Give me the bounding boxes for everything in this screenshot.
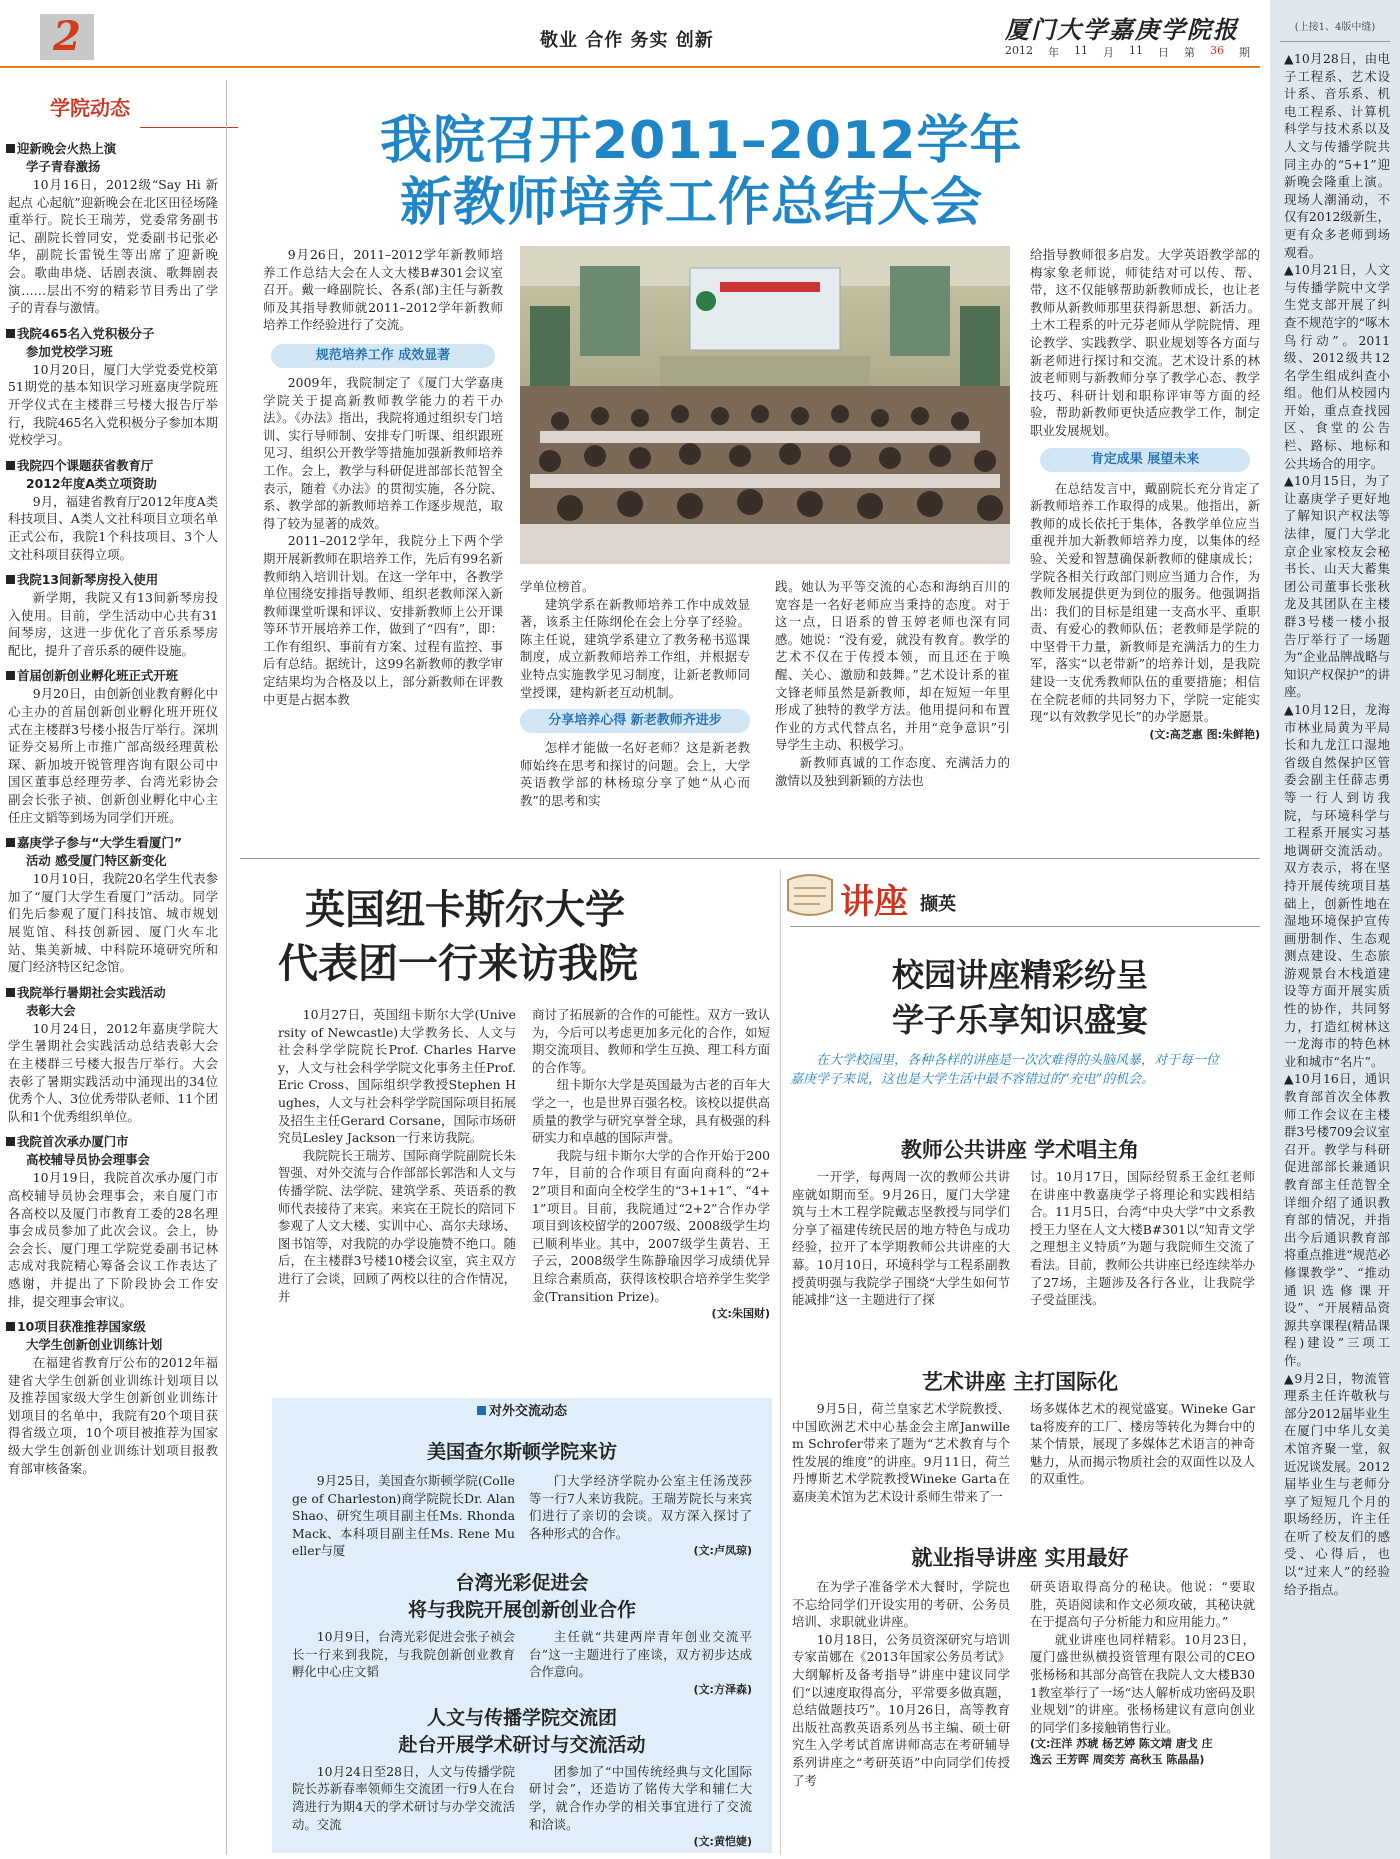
brief-title: 我院举行暑期社会实践活动 [0,984,222,1002]
right-brief-item: ▲10月16日，通识教育部首次全体教师工作会议在主楼群3号楼709会议室召开。教学与科研促进部部长兼通识教育部主任范智全详细介绍了通识教育部的情况，并指出今后通识教育部将重点推进“规范必修课教学”、“推动通识选修课开设”、“开展精品资源共享课程(精品课程)建设”三项工作。 [1284,1071,1390,1368]
right-brief-item: ▲9月2日，物流管理系主任许敬秋与部分2012届毕业生在厦门中华儿女美术馆齐聚一堂，叙近况谈发展。2012届毕业生与老师分享了短短几个月的职场经历，许主任在听了校友们的感受、心得后，也以“过来人”的经验给予指点。 [1284,1370,1390,1597]
brief-subtitle: 活动 感受厦门特区新变化 [26,853,167,869]
date-month-unit: 月 [1103,46,1114,59]
lecture-sub1-title: 教师公共讲座 学术唱主角 [900,1138,1140,1162]
brief-subtitle: 2012年度A类立项资助 [26,475,157,491]
main-article-bottom-rule [240,858,1260,859]
uk-article-col2 [532,1006,770,1321]
main-intro: 9月26日，2011–2012学年新教师培养工作总结大会在人文大楼B#301会议室召开。戴一峰副院长、各系(部)主任与新教师及其指导教师就2011–2012学年新教师培养工作经验进行了交流。 [263,247,503,333]
lecture-credit-l1: (文:汪洋 苏琥 杨艺婷 陈文靖 唐戈 庄 [1030,1737,1213,1751]
paragraph: 建筑学系在新教师培养工作中成效显著，该系主任陈纲伦在会上分享了经验。陈主任说，建筑学系建立了教务秘书巡课制度，成立新教师培养工作组，并根据专业特点实施教学见习制度，让新老教师同堂授课，建构新老互动机制。 [520,596,750,700]
lecture-credit-l2: 逸云 王芳晖 周奕芳 高秋玉 陈晶晶) [1030,1753,1205,1767]
main-subhead-3: 肯定成果 展望未来 [1040,448,1250,472]
date-day-unit: 日 [1158,46,1169,59]
square-bullet-icon [6,838,15,847]
main-article-col2 [520,578,750,810]
brief-body: 10月20日，厦门大学党委党校第51期党的基本知识学习班嘉庚学院班开学仪式在主楼群三号楼大报告厅举行，我院465名入党积极分子参加本期党校学习。 [8,361,218,448]
lecture-sub2-title: 艺术讲座 主打国际化 [921,1370,1119,1394]
brief-body: 10月24日，2012年嘉庚学院大学生暑期社会实践活动总结表彰大会在主楼群三号楼大报告厅举行。大会表彰了暑期实践活动中涌现出的34位优秀个人、3位优秀带队老师、11个团队和1个优秀组织单位。 [8,1020,218,1124]
left-column-divider [226,80,227,1855]
lecture-sub2-col1: 9月5日，荷兰皇家艺术学院教授、中国欧洲艺术中心基金会主席Janwillem Schrofer带来了题为“艺术教育与个性发展的维度”的讲座。9月11日，荷兰丹博斯艺术学院教授Wineke Garta在嘉庚美术馆为艺术设计系师生带来了一 [792,1401,1010,1504]
header-slogan: 敬业 合作 务实 创新 [540,30,714,51]
exchange-article2-col1: 10月9日，台湾光彩促进会张子祯会长一行来到我院，与我院创新创业教育孵化中心庄文韬 [292,1628,515,1680]
exchange-article2-title-l2: 将与我院开展创新创业合作 [407,1598,636,1621]
issue-number: 36 [1210,44,1224,57]
exchange-article3-credit: (文:黄恺婕) [693,1835,752,1849]
brief-title: 我院首次承办厦门市 [0,1133,222,1151]
uk-credit: (文:朱国财) [711,1307,770,1321]
main-col1-body [263,374,503,708]
newspaper-name: 厦门大学嘉庚学院报 [1005,15,1239,44]
meeting-photo [520,246,1010,564]
lecture-sub2-col2: 场多媒体艺术的视觉盛宴。Wineke Garta将废弃的工厂、楼房等转化为舞台中的某个情景，展现了多媒体艺术语言的神奇魅力，从而揭示物质社会的双面性以及人的双重性。 [1030,1401,1255,1487]
paragraph: 新教师真诚的工作态度、充满活力的激情以及独到新颖的方法也 [775,754,1010,788]
right-briefs-column [1270,0,1400,1859]
exchange-article2-credit: (文:方泽森) [693,1682,752,1696]
paragraph: 10月18日，公务员资深研究与培训专家苗娜在《2013年国家公务员考试》大纲解析及备考指导”讲座中建议同学们“以速度取得高分，平常要多做真题，总结做题技巧”。10月26日，高等教育出版社高教英语系列丛书主编、硕士研究生入学考试首席讲师高志在考研辅导系列讲座之“考研英语”中向同学们传授了考 [792,1631,1010,1788]
exchange-news-box [272,1398,772,1853]
brief-subtitle: 高校辅导员协会理事会 [26,1152,150,1168]
continued-note: (上接1、4版中缝) [1294,22,1376,33]
paragraph: 就业讲座也同样精彩。10月23日，厦门盛世纵横投资管理有限公司的CEO张杨杨和其部分高管在我院人文大楼B301教室举行了一场“达人解析成功密码及职业规划”的讲座。张杨杨建议有意向创业的同学们多接触销售行业。 [1030,1631,1255,1735]
brief-body: 新学期，我院又有13间新琴房投入使用。目前，学生活动中心共有31间琴房，这进一步优化了音乐系琴房配比，提升了音乐系的硬件设施。 [8,590,218,658]
main-credit: (文:高芝惠 图:朱鲜艳) [1149,727,1260,741]
main-col2-body [520,578,750,701]
exchange-article2-title-l1: 台湾光彩促进会 [455,1571,589,1594]
main-article-col4 [1030,246,1260,742]
header-rule-left [0,66,110,68]
lecture-top-rule [790,926,1260,927]
exchange-article3-col2: 团参加了“中国传统经典与文化国际研讨会”，还造访了铭传大学和辅仁大学，就合作办学的相关事宜进行了交流和洽谈。 [529,1763,752,1832]
brief-item [0,325,222,449]
header-rule [110,66,1260,68]
main-headline-line2: 新教师培养工作总结大会 [400,173,984,233]
scroll-icon [780,870,840,926]
date-month: 11 [1074,44,1088,57]
paragraph: 在总结发言中，戴副院长充分肯定了新教师培养工作取得的成果。他指出，新教师的成长依托于集体，各教学单位应当重视并加大新教师培养力度，以集体的经验、关爱和智慧确保新教师的健康成长；学院各相关行政部门则应当通力合作，为教师发展提供更为到位的服务。他强调指出：我们的目标是组建一支高水平、重职责、有爱心的教师队伍；老教师是学院的中坚骨干力量，新教师是充满活力的生力军，落实“以老带新”的培养计划，是我院建设一支优秀教师队伍的重要措施；相信在全院老师的共同努力下，学院一定能实现“以有效教学见长”的办学愿景。 [1030,480,1260,725]
brief-item [0,1318,222,1477]
brief-subtitle: 学子青春激扬 [26,159,101,174]
brief-body: 10月16日，2012级“Say Hi 新起点 心起航”迎新晚会在北区田径场隆重举行。院长王瑞芳，党委常务副书记、副院长曾同安，党委副书记张必华，副院长雷锐生等出席了迎新晚会。歌曲串烧、话剧表演、歌舞剧表演……层出不穷的精彩节目秀出了学子的青春与激情。 [8,177,218,316]
main-subhead-1: 规范培养工作 成效显著 [271,344,495,368]
date-year-unit: 年 [1048,46,1059,59]
main-headline-line1: 我院召开2011–2012学年 [380,111,1023,171]
paragraph: 研英语取得高分的秘诀。他说：“要取胜，英语阅读和作文必须攻破，其秘诀就在于提高句子分析能力和应用能力。” [1030,1579,1255,1630]
lecture-sub1-col1: 一开学，每两周一次的教师公共讲座就如期而至。9月26日，厦门大学建筑与土木工程学院戴志坚教授与同学们分享了福建传统民居的地方特色与成功经验，拉开了本学期教师公共讲座的大幕。10月10日，环境科学与工程系副教授黄明强与我院学子围绕“大学生如何节能减排”这一主题进行了探 [792,1169,1010,1308]
section-tag-underline [140,127,238,128]
brief-title: 10项目获准推荐国家级 [0,1318,222,1336]
paragraph: 我院院长王瑞芳、国际商学院副院长朱智强、对外交流与合作部部长郭浩和人文与传播学院、法学院、建筑学系、英语系的教师代表接待了来宾。来宾在王院长的陪同下参观了人文大楼、实训中心、高尔夫球场、图书馆等，对我院的办学设施赞不绝口。随后，在主楼群3号楼10楼会议室，宾主双方进行了会谈，回顾了两校以往的合作情况，并 [278,1147,516,1304]
right-briefs-list [1270,50,1400,1598]
paragraph: 10月27日，英国纽卡斯尔大学(University of Newcastle)大学教务长、人文与社会科学学院院长Prof. Charles Harvey，人文与社会科学学院文化事务主任Prof.Eric Cross、国际组织学教授Stephen Hughes，人文与社会科学学院国际项目拓展及招生主任Gerard Corsane，国际市场研究员Lesley Jackson一行来访我院。 [278,1007,516,1146]
date-day: 11 [1129,44,1143,57]
main-article-col3 [775,578,1010,789]
brief-item [0,984,222,1126]
paragraph: 2011–2012学年，我院分上下两个学期开展新教师在职培养工作，先后有99名新教师纳入培训计划。在这一学年中，各教学单位围绕安排指导教师、组织老教师深入新教师课堂听课和评议、安排新教师上公开课等环节开展培养工作，做到了“四有”，即：工作有组织、事前有方案、过程有监控、事后有总结。据统计，这99名新教师的教学审定结果均为合格及以上，部分新教师在评教中更是占据本教 [263,533,503,707]
lecture-label-big: 讲座 [840,882,908,922]
lecture-title-line2: 学子乐享知识盛宴 [891,1001,1148,1039]
brief-title: 我院四个课题获省教育厅 [0,457,222,475]
square-bullet-icon [6,575,15,584]
main-article-col1 [263,246,503,708]
lecture-title-line1: 校园讲座精彩纷呈 [891,956,1148,994]
brief-item [0,834,222,976]
brief-title: 嘉庚学子参与“大学生看厦门” [0,834,222,852]
lecture-sub3-col1 [792,1578,1010,1789]
right-brief-item: ▲10月12日，龙海市林业局黄为平局长和九龙江口湿地省级自然保护区管委会副主任薛志勇等一行人到访我院，与环境科学与工程系开展实习基地调研交流活动。双方表示，将在坚持开展传统项目基础上，创新性地在湿地环境保护宣传画册制作、生态观测点建设、生态旅游观景台木栈道建设等方面开展实质性的协作，共同努力，打造红树林这一龙海市的特色林业和城市“名片”。 [1284,701,1390,1069]
paragraph: 2009年，我院制定了《厦门大学嘉庚学院关于提高新教师教学能力的若干办法》。《办法》指出，我院将通过组织专门培训、实行导师制、安排专门听课、组织跟班见习、组织公开教学等措施加强新教师培养工作。会上，教学与科研促进部部长范智全表示，随着《办法》的贯彻实施，各分院、系、教学部的新教师培养工作逐步规范，取得了较为显著的成效。 [263,374,503,531]
exchange-article1-title: 美国查尔斯顿学院来访 [426,1441,617,1463]
lecture-section-label [780,870,980,926]
square-bullet-icon [6,671,15,680]
exchange-article1-credit: (文:卢凤琼) [693,1544,752,1558]
brief-item [0,457,222,563]
uk-headline-line2: 代表团一行来访我院 [278,940,638,987]
square-bullet-icon [6,461,15,470]
meeting-photo-illustration [520,246,1010,564]
exchange-article3-col1: 10月24日至28日，人文与传播学院院长苏新春率领师生交流团一行9人在台湾进行为期4天的学术研讨与办学交流活动。交流 [292,1763,515,1832]
lecture-label-small: 撷英 [920,894,956,915]
right-brief-item: ▲10月28日，由电子工程系、艺术设计系、音乐系、机电工程系、计算机科学与技术系以及人文与传播学院共同主办的“5+1”迎新晚会隆重上演。现场人潮涌动，不仅有2012级新生，更有众多老师到场观看。 [1284,51,1390,260]
main-col4-body-2 [1030,480,1260,726]
lecture-intro: 在大学校园里，各种各样的讲座是一次次难得的头脑风暴，对于每一位嘉庚学子来说，这也是大学生活中最不容错过的“充电”的机会。 [790,1053,1220,1087]
brief-subtitle: 表彰大会 [26,1002,76,1018]
brief-item [0,140,222,317]
right-brief-item: ▲10月15日，为了让嘉庚学子更好地了解知识产权法等法律，厦门大学北京企业家校友会秘书长、山天大蓄集团公司董事长张秋龙及其团队在主楼群3号楼一楼小报告厅举行了一场题为“企业品牌战略与知识产权保护”的讲座。 [1284,473,1390,700]
square-bullet-icon [6,329,15,338]
lecture-sub3-col2 [1030,1578,1255,1768]
paragraph: 商讨了拓展新的合作的可能性。双方一致认为，今后可以考虑更加多元化的合作，如短期交流项目、教师和学生互换、理工科方面的合作等。 [532,1007,770,1075]
exchange-box-label: 对外交流动态 [272,1400,772,1419]
brief-title: 迎新晚会火热上演 [0,140,222,158]
issue-date [1005,44,1250,60]
exchange-article3-title-l2: 赴台开展学术研讨与交流活动 [398,1733,646,1756]
exchange-article1-col1: 9月25日，美国查尔斯顿学院(College of Charleston)商学院院长Dr. Alan Shao、研究生项目副主任Ms. Rhonda Mack、本科项目副主任Ms. Rene Mueller与厦 [292,1473,515,1559]
exchange-article2-col2: 主任就“共建两岸青年创业交流平台”这一主题进行了座谈，双方初步达成合作意向。 [529,1628,752,1680]
square-bullet-icon [6,1322,15,1331]
brief-title: 我院13间新琴房投入使用 [0,571,222,589]
brief-body: 9月20日，由创新创业教育孵化中心主办的首届创新创业孵化班开班仪式在主楼群3号楼小报告厅举行。深圳证券交易所上市推广部高级经理黄松琛、新加坡开锐管理咨询有限公司中国区董事总经理劳孝、台湾光彩协会副会长张子祯、创新创业孵化中心主任庄文韬等到场为同学们开班。 [8,686,218,825]
brief-item [0,571,222,659]
brief-item [0,1133,222,1310]
page-number: 2 [40,14,94,60]
main-col3-body [775,578,1010,789]
paragraph: 学单位榜首。 [520,579,595,594]
brief-body: 9月，福建省教育厅2012年度A类科技项目、A类人文社科项目立项名单正式公布，我院1个科技项目、3个人文社科项目获得立项。 [8,493,218,562]
brief-title: 首届创新创业孵化班正式开班 [0,667,222,685]
brief-body: 在福建省教育厅公布的2012年福建省大学生创新创业训练计划项目以及推荐国家级大学生创新创业训练计划项目的名单中，我院有20个项目获得省级立项，10个项目被推荐为国家级大学生创新创业训练计划项目报教育部审核备案。 [8,1355,218,1476]
brief-subtitle: 参加党校学习班 [26,343,113,359]
date-year: 2012 [1005,44,1033,57]
brief-item [0,667,222,826]
uk-article-col1 [278,1006,516,1305]
section-tag: 学院动态 [50,96,130,120]
brief-body: 10月19日，我院首次承办厦门市高校辅导员协会理事会，来自厦门市各高校以及厦门市教育工委的28名理事会成员参加了此次会议。会上，协会会长、厦门理工学院党委副书记林志成对我院精心筹备会议工作表达了感谢，并提出了下阶段协会工作安排，提交理事会审议。 [8,1170,218,1309]
paragraph: 怎样才能做一名好老师？这是新老教师始终在思考和探讨的问题。会上，大学英语教学部的林杨琼分享了她“从心而教”的思考和实 [520,740,750,808]
uk-headline-line1: 英国纽卡斯尔大学 [305,886,625,933]
brief-title: 我院465名入党积极分子 [0,325,222,343]
lecture-sub1-col2: 讨。10月17日，国际经贸系王金红老师在讲座中教嘉庚学子将理论和实践相结合。11月5日，台湾“中央大学”中文系教授王力坚在人文大楼B#301以“知青文学之理想主义特质”为题与我院师生交流了看法。目前，教师公共讲座已经连续举办了27场，主题涉及各行各业，让我院学子受益匪浅。 [1030,1169,1255,1308]
square-bullet-icon [6,144,15,153]
main-col2-body-2 [520,739,750,809]
paragraph: 我院与纽卡斯尔大学的合作开始于2007年，目前的合作项目有面向商科的“2+2”项目和面向全校学生的“3+1+1”、“4+1”项目。目前，我院通过“2+2”合作办学项目到该校留学的2007级、2008级学生均已顺利毕业。其中，2007级学生黄岩、王子云，2008级学生陈静瑜因学习成绩优异且综合素质高，获得该校职合培养学生奖学金(Transition Prize)。 [532,1147,770,1304]
paragraph: 纽卡斯尔大学是英国最为古老的百年大学之一，也是世界百强名校。该校以提供高质量的教学与研究享誉全球，具有极强的科研实力和卓越的国际声誉。 [532,1077,770,1146]
right-brief-item: ▲10月21日，人文与传播学院中文学生党支部开展了纠查不规范字的“啄木鸟行动”。2011级、2012级共12名学生组成纠查小组。他们从校园内开始，重点查找园区、食堂的公告栏、路标、地标和公共场合的用字。 [1284,262,1390,471]
exchange-article3-title-l1: 人文与传播学院交流团 [426,1706,617,1729]
issue-unit: 期 [1239,46,1250,59]
paragraph: 践。她认为平等交流的心态和海纳百川的宽容是一名好老师应当秉持的态度。对于这一点，日语系的曾玉婷老师也深有同感。她说：“没有爱，就没有教育。教学的艺术不仅在于传授本领，而且还在于唤醒、关心、激励和鼓舞。”艺术设计系的崔文锋老师虽然是新教师，却在短短一年里形成了独特的教学方法。他用提问和布置作业的方式代替点名，并用“竞争意识”引导学生主动、积极学习。 [775,579,1010,753]
brief-subtitle: 大学生创新创业训练计划 [26,1337,163,1353]
paragraph: 在为学子准备学术大餐时，学院也不忘给同学们开设实用的考研、公务员培训、求职就业讲座。 [792,1579,1010,1630]
lecture-divider [780,870,781,1855]
brief-body: 10月10日，我院20名学生代表参加了“厦门大学生看厦门”活动。同学们先后参观了厦门科技馆、城市规划展览馆、科技创新园、厦门火车北站、集美新城、中科院环境研究所和厦门经济特区纪念馆。 [8,871,218,975]
main-col4-body [1030,246,1260,440]
square-bullet-icon [6,1137,15,1146]
issue-prefix: 第 [1184,46,1195,59]
main-subhead-2: 分享培养心得 新老教师齐进步 [520,709,750,733]
exchange-article1-col2: 门大学经济学院办公室主任汤茂莎等一行7人来访我院。王瑞芳院长与来宾们进行了亲切的会谈。双方深入探讨了各种形式的合作。 [529,1473,752,1541]
square-bullet-icon [6,988,15,997]
paragraph: 给指导教师很多启发。大学英语教学部的梅家象老师说，师徒结对可以传、帮、带，这不仅能够帮助新教师成长，也让老教师从新教师那里获得新思想、新活力。土木工程系的叶元芬老师从学院院情、理论教学、实践教学、职业规划等各方面与新老师进行探讨和交流。艺术设计系的林波老师则与新教师分享了教学心态、教学技巧、科研计划和职称评审等方面的经验，帮助新教师更快适应教学工作，制定职业发展规划。 [1030,247,1260,438]
left-briefs-column [0,140,222,1485]
lecture-sub3-title: 就业指导讲座 实用最好 [911,1546,1129,1570]
